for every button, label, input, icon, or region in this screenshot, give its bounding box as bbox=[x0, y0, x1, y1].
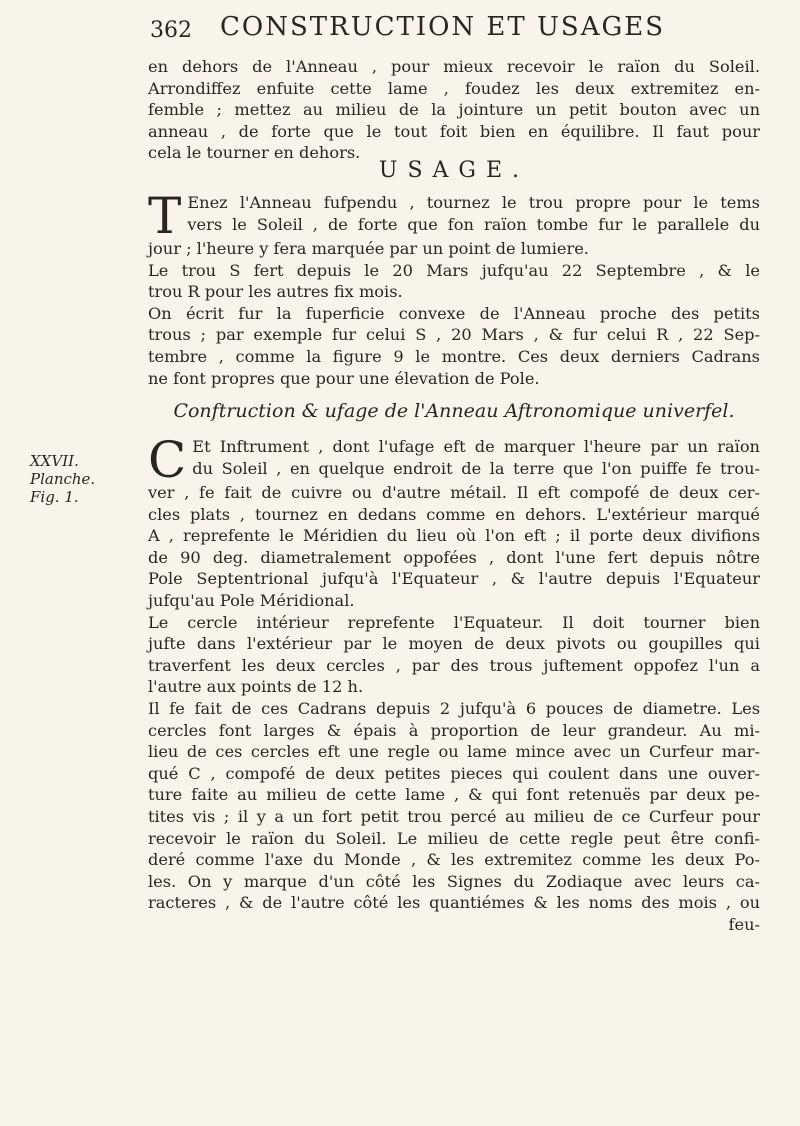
text-line: du Soleil , en quelque endroit de la terre que l'on puiffe fe trou- bbox=[192, 458, 760, 478]
margin-note bbox=[30, 452, 110, 506]
text-line: tites vis ; il y a un fort petit trou percé au milieu de ce Curfeur pour bbox=[148, 806, 760, 826]
text-line: l'autre aux points de 12 h. bbox=[148, 677, 364, 697]
text-line: cela le tourner en dehors. bbox=[148, 143, 361, 163]
text-line: de 90 deg. diametralement oppofées , dont l'une fert depuis nôtre bbox=[148, 547, 760, 567]
text-line: trous ; par exemple fur celui S , 20 Mars , & fur celui R , 22 Sep- bbox=[148, 325, 760, 345]
text-line: cles plats , tournez en dedans comme en dehors. L'extérieur marqué bbox=[148, 504, 760, 524]
text-line: recevoir le raïon du Soleil. Le milieu de cette regle peut être confi- bbox=[148, 828, 760, 848]
section-heading: Conftruction & ufage de l'Anneau Aftronomique univerfel. bbox=[173, 400, 735, 422]
text-line: jufqu'au Pole Méridional. bbox=[148, 590, 355, 610]
plate-label: Planche. bbox=[30, 470, 96, 488]
text-line: vers le Soleil , de forte que fon raïon tombe fur le parallele du bbox=[187, 214, 760, 234]
text-line: les. On y marque d'un côté les Signes du Zodiaque avec leurs ca- bbox=[148, 871, 760, 891]
text-line: On écrit fur la fuperficie convexe de l'Anneau proche des petits bbox=[148, 303, 760, 323]
text-line: Pole Septentrional jufqu'à l'Equateur , & l'autre depuis l'Equateur bbox=[148, 569, 760, 589]
intro-paragraph bbox=[148, 56, 760, 164]
text-line: Enez l'Anneau fufpendu , tournez le trou propre pour le tems bbox=[187, 193, 760, 212]
text-line: Le trou S fert depuis le 20 Mars jufqu'au 22 Septembre , & le bbox=[148, 260, 760, 280]
text-line: qué C , compofé de deux petites pieces qui coulent dans une ouver- bbox=[148, 763, 760, 783]
drop-cap: C bbox=[148, 431, 187, 489]
text-line: ver , fe fait de cuivre ou d'autre métail. Il eft compofé de deux cer- bbox=[148, 483, 760, 502]
text-line: trou R pour les autres fix mois. bbox=[148, 282, 403, 302]
text-line: A , reprefente le Méridien du lieu où l'on eft ; il porte deux divifions bbox=[148, 526, 760, 546]
text-line: ne font propres que pour une élevation de Pole. bbox=[148, 368, 540, 388]
usage-heading: USAGE. bbox=[378, 158, 530, 183]
text-line: ture faite au milieu de cette lame , & qui font retenuës par deux pe- bbox=[148, 785, 760, 805]
text-line: femble ; mettez au milieu de la jointure un petit bouton avec un bbox=[148, 100, 760, 120]
figure-label: Fig. 1. bbox=[30, 488, 79, 506]
text-line: anneau , de forte que le tout foit bien en équilibre. Il faut pour bbox=[148, 121, 760, 141]
text-line: tembre , comme la figure 9 le montre. Ces deux derniers Cadrans bbox=[148, 346, 760, 366]
text-line: deré comme l'axe du Monde , & les extremitez comme les deux Po- bbox=[148, 850, 760, 870]
text-line: lieu de ces cercles eft une regle ou lame mince avec un Curfeur mar- bbox=[148, 742, 760, 762]
text-line: jufte dans l'extérieur par le moyen de deux pivots ou goupilles qui bbox=[148, 634, 760, 654]
plate-number: XXVII. bbox=[30, 452, 79, 470]
text-line: en dehors de l'Anneau , pour mieux recevoir le raïon du Soleil. bbox=[148, 57, 760, 76]
text-line: traverfent les deux cercles , par des trous juftement oppofez l'un a bbox=[148, 655, 760, 675]
usage-paragraph bbox=[148, 187, 760, 389]
section-paragraph bbox=[148, 431, 760, 935]
text-line: Et Inftrument , dont l'ufage eft de marquer l'heure par un raïon bbox=[192, 437, 760, 456]
running-title: CONSTRUCTION ET USAGES bbox=[220, 12, 666, 42]
page-number: 362 bbox=[150, 18, 192, 43]
text-line: cercles font larges & épais à proportion de leur grandeur. Au mi- bbox=[148, 720, 760, 740]
text-line: Arrondiffez enfuite cette lame , foudez les deux extremitez en- bbox=[148, 78, 760, 98]
catchword: feu- bbox=[728, 914, 760, 934]
drop-cap: T bbox=[148, 187, 182, 245]
text-line: racteres , & de l'autre côté les quantiémes & les noms des mois , ou bbox=[148, 893, 760, 913]
text-line: jour ; l'heure y fera marquée par un point de lumiere. bbox=[148, 239, 589, 258]
page-header bbox=[150, 12, 710, 52]
text-line: Il fe fait de ces Cadrans depuis 2 jufqu'à 6 pouces de diametre. Les bbox=[148, 698, 760, 718]
text-line: Le cercle intérieur reprefente l'Equateur. Il doit tourner bien bbox=[148, 612, 760, 632]
